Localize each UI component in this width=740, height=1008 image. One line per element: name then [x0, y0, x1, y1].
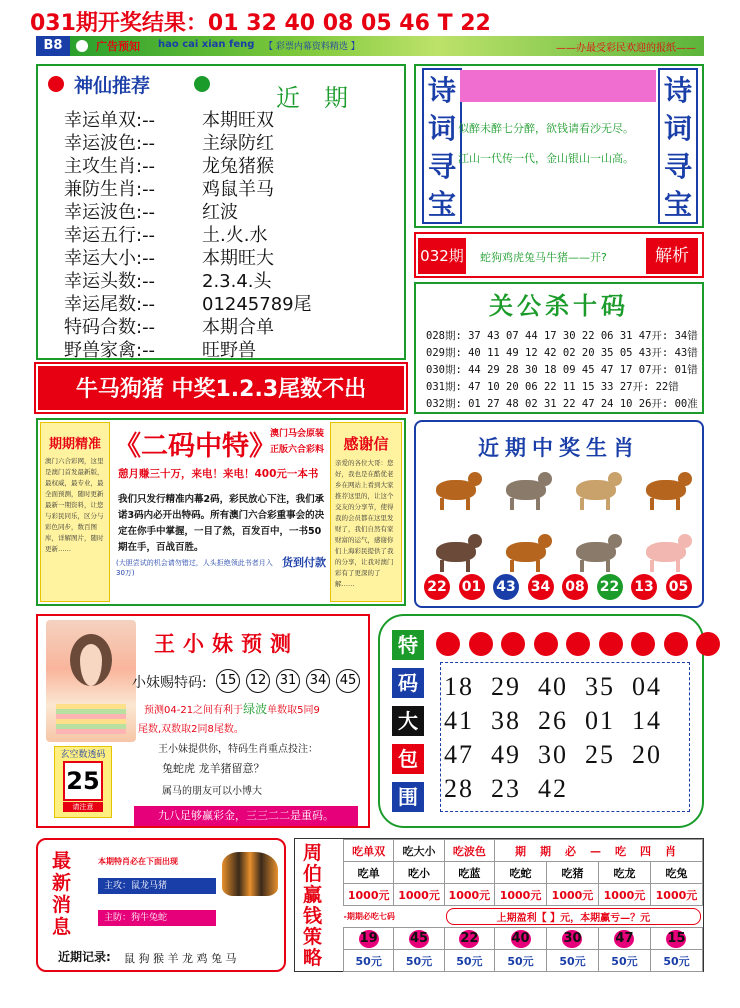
animal-head: [538, 534, 552, 548]
recommend-key: 幸运大小:--: [64, 248, 156, 269]
green-dot: [194, 76, 210, 92]
girl-photo: [46, 620, 136, 742]
header-char: 吃: [615, 844, 633, 858]
recommend-key: 特码合数:--: [64, 317, 156, 338]
table-row: [344, 928, 703, 950]
recommend-value: 2.3.4.头: [202, 271, 272, 292]
news-title-char: 消: [52, 894, 72, 916]
center-ad-title: 《二码中特》: [114, 431, 276, 462]
poem-right-column: [658, 68, 698, 224]
teji-side-char: 包: [392, 744, 424, 774]
table-cell: 吃单: [344, 862, 394, 884]
guangong-title: 关公杀十码: [489, 292, 629, 320]
recommend-value: 鸡鼠羊马: [202, 179, 274, 200]
strategy-side-char: 略: [303, 947, 323, 969]
table-cell: [598, 928, 650, 950]
left-ad-title: 期期精准: [48, 437, 101, 452]
red-dot: [631, 632, 655, 656]
red-dot: [566, 632, 590, 656]
pink-banner: [460, 70, 656, 102]
recommend-key: 主攻生肖:--: [64, 156, 156, 177]
poem-line-1: 似醉未醉七分醉，欲钱请看沙无尽。: [458, 122, 634, 135]
wangxiaomei-panel: [36, 614, 370, 828]
header-char: 四: [640, 844, 658, 858]
zodiac-animal: [500, 530, 554, 574]
zodiac-animal: [430, 530, 484, 574]
strategy-side-char: 策: [303, 926, 323, 948]
teji-side-char: 码: [392, 668, 424, 698]
poem-char: 词: [427, 112, 456, 145]
news-panel: [36, 838, 286, 972]
red-dot: [599, 632, 623, 656]
predict-line-4: 兔蛇虎 龙羊猪留意？: [162, 762, 265, 775]
table-cell: [344, 928, 394, 950]
teji-number-row: 28 23 42: [444, 774, 568, 803]
table-cell: [495, 928, 547, 950]
xuankong-box: [54, 746, 112, 818]
wang-footer: 九八足够赢彩金，三三二二是重码。: [134, 806, 358, 826]
animal-leg: [510, 498, 514, 510]
table-cell: 1000元: [444, 884, 494, 906]
header-slogan: ——办最受彩民欢迎的报纸——: [556, 43, 696, 54]
issue-zodiac: 蛇狗鸡虎兔马牛猪——开?: [480, 251, 607, 264]
animal-leg: [676, 498, 680, 510]
gift-number: 34: [306, 669, 330, 693]
result-title: 031期开奖结果：01 32 40 08 05 46 T 22: [30, 11, 491, 36]
poem-char: 寻: [427, 150, 456, 183]
animal-leg: [466, 498, 470, 510]
zodiac-animal: [430, 468, 484, 512]
center-ad-hotline: 憩月赚三十万，来电！来电！400元一本书: [118, 468, 319, 480]
recommend-key: 幸运波色:--: [64, 133, 156, 154]
strategy-side-title: [303, 843, 329, 969]
winning-zodiac-panel: [414, 420, 704, 608]
header-pinyin: hao cai xian feng: [158, 39, 255, 50]
right-ad-text: 亲爱的各位大哥：您好，我也是在酷优老乡在网站上看到大家推荐这里的，让这个交友的分享节，使得我的会员都在这里发财了，我们自然有家财富的运气，感谢你们上海彩民提供了我的分享，让我对澳门彩有了更深的了解……: [335, 459, 394, 588]
news-title: [52, 850, 76, 938]
animal-leg: [536, 560, 540, 572]
right-ad-title: 感谢信: [343, 435, 389, 453]
kill-row: 031期: 47 10 20 06 22 11 15 33 27开: 22错: [426, 381, 679, 393]
news-title-char: 最: [52, 850, 72, 872]
news-title-char: 新: [52, 872, 72, 894]
animal-leg: [606, 498, 610, 510]
table-cell: 吃猪: [547, 862, 599, 884]
table-row: [344, 906, 703, 928]
teji-panel: [378, 614, 704, 828]
table-header-cell: [495, 840, 703, 862]
recommend-key: 兼防生肖:--: [64, 179, 156, 200]
table-cell: 50元: [650, 950, 702, 972]
table-cell: 50元: [547, 950, 599, 972]
pick-number: 45: [409, 930, 429, 946]
pick-number: 30: [563, 930, 582, 946]
header-char: 肖: [665, 844, 683, 858]
table-cell: 吃小: [394, 862, 444, 884]
table-cell: 吃蓝: [444, 862, 494, 884]
xuankong-sub: 请注意: [63, 802, 103, 812]
recommend-value: 01245789尾: [202, 294, 312, 315]
left-ad: [40, 422, 110, 602]
poem-panel: [414, 64, 704, 228]
attack-bar: 主攻：鼠龙马猪: [98, 878, 216, 894]
predict-line-2: 尾数,双数取2同8尾数。: [138, 724, 244, 735]
gift-label: 小妹赐特码:: [132, 675, 207, 691]
recommend-key: 幸运头数:--: [64, 271, 156, 292]
recommend-value: 本期合单: [202, 317, 274, 338]
animal-head: [608, 534, 622, 548]
issue-panel: [414, 232, 704, 278]
red-dot: [534, 632, 558, 656]
kill-row: 032期: 01 27 48 02 31 22 47 24 10 26开: 00准: [426, 398, 698, 410]
table-cell: 50元: [444, 950, 494, 972]
red-dot: [696, 632, 720, 656]
recent-record-label: 近期记录:: [58, 950, 111, 964]
teji-number-row: 18 29 40 35 04: [444, 672, 662, 701]
zodiac-animal: [570, 530, 624, 574]
tiger-image: [222, 852, 278, 896]
recommend-value: 龙兔猪猴: [202, 156, 274, 177]
gift-number: 12: [246, 669, 270, 693]
shirt-stripes: [56, 704, 126, 734]
kill-row: 029期: 40 11 49 12 42 02 20 35 05 43开: 43错: [426, 347, 698, 359]
page-badge: B8: [36, 36, 70, 56]
animal-leg: [536, 498, 540, 510]
zodiac-animal: [640, 468, 694, 512]
center-ad-foot: (大胆尝试的机会请勿错过，人头拒绝领此书者月入30万): [116, 559, 273, 577]
header-char: 必: [565, 844, 583, 858]
recommend-key: 幸运五行:--: [64, 225, 156, 246]
animal-leg: [676, 560, 680, 572]
table-cell: 1000元: [650, 884, 702, 906]
kill-row: 030期: 44 29 28 30 18 09 45 47 17 07开: 01错: [426, 364, 698, 376]
strategy-side-char: 周: [303, 842, 323, 864]
center-ad-body: 我们只发行精准内幕2码，彩民放心下注，我们承诺3码内必开出特码。所有澳门六合彩重事会的决定在你手中掌握，一目了然，百发百中，一书50期在手，百战百胜。: [118, 494, 325, 553]
table-cell: 50元: [344, 950, 394, 972]
poem-char: 词: [663, 112, 692, 145]
recommend-value: 旺野兽: [202, 340, 256, 361]
poem-line-2: 江山一代传一代，金山银山一山高。: [458, 152, 634, 165]
kill-row: 028期: 37 43 07 44 17 30 22 06 31 47开: 34错: [426, 330, 698, 342]
poem-char: 宝: [663, 188, 692, 221]
teji-side-char: 围: [392, 782, 424, 812]
red-dot: [436, 632, 460, 656]
face-shape: [70, 634, 112, 686]
guangong-panel: [414, 282, 704, 414]
xuankong-number: 25: [63, 761, 103, 801]
gift-number: 15: [216, 669, 240, 693]
profit-note: 上期盈利【 】元，本期赢亏—？元: [446, 908, 700, 925]
predict-line-3: 王小妹提供你，特码生肖重点投注：: [158, 744, 318, 755]
pick-number: 22: [460, 930, 479, 946]
header-subtitle: 【 彩票内幕资料精选 】: [264, 42, 360, 52]
table-cell: [650, 928, 702, 950]
zodiac-animal: [570, 468, 624, 512]
animal-head: [468, 472, 482, 486]
result-ball: 01: [459, 574, 485, 600]
news-head: 本期特肖必在下面出现: [98, 857, 178, 866]
table-cell: 吃蛇: [495, 862, 547, 884]
table-header-cell: 吃波色: [444, 840, 494, 862]
animal-head: [468, 534, 482, 548]
teji-number-row: 41 38 26 01 14: [444, 706, 662, 735]
pick-number: 19: [359, 930, 378, 946]
teji-side-char: 大: [392, 706, 424, 736]
result-ball: 08: [562, 574, 588, 600]
animal-leg: [440, 560, 444, 572]
recommend-key: 幸运波色:--: [64, 202, 156, 223]
animal-leg: [466, 560, 470, 572]
table-note: -期期必吃七码: [343, 912, 395, 921]
animal-head: [608, 472, 622, 486]
recommend-key: 幸运尾数:--: [64, 294, 156, 315]
panel-title: 神仙推荐: [74, 75, 151, 97]
gift-number: 45: [336, 669, 360, 693]
table-cell: 1000元: [394, 884, 444, 906]
news-title-char: 息: [52, 916, 72, 938]
result-ball: 13: [631, 574, 657, 600]
animal-leg: [580, 498, 584, 510]
table-cell: 吃龙: [598, 862, 650, 884]
strategy-side-char: 赢: [303, 884, 323, 906]
header-char: 期: [540, 844, 558, 858]
left-ad-text: 澳门六合彩网，这里是澳门首发最新版，最权威，最专业，最全面预测，随时更新最新一期资料，让您与彩民同乐，区分与彩色同步，数百图库，详解图片，随时更新……: [45, 457, 104, 553]
strategy-panel: [294, 838, 704, 972]
poem-char: 寻: [663, 150, 692, 183]
result-ball: 22: [424, 574, 450, 600]
recommend-value: 本期旺大: [202, 248, 274, 269]
recommend-value: 主绿防红: [202, 133, 274, 154]
result-ball: 05: [666, 574, 692, 600]
animal-leg: [650, 560, 654, 572]
table-header-cell: 吃单双: [344, 840, 394, 862]
table-cell: 1000元: [598, 884, 650, 906]
table-row: [344, 862, 703, 884]
zodiac-animal: [500, 468, 554, 512]
animal-leg: [606, 560, 610, 572]
header-char: —: [590, 844, 608, 858]
header-char: 期: [515, 844, 533, 858]
table-row: [344, 840, 703, 862]
poem-left-column: [422, 68, 462, 224]
center-sub-1: 澳门马会原装: [270, 429, 325, 439]
strategy-side-char: 钱: [303, 905, 323, 927]
animal-leg: [440, 498, 444, 510]
header-bar: [36, 36, 704, 56]
recommend-value: 本期旺双: [202, 110, 274, 131]
pick-number: 40: [511, 930, 530, 946]
poem-char: 宝: [427, 188, 456, 221]
header-label: 广告预知: [96, 40, 140, 53]
table-cell: 1000元: [344, 884, 394, 906]
predict-line-5: 属马的朋友可以小博大: [162, 786, 262, 797]
issue-badge: 032期: [418, 238, 466, 274]
table-cell: [394, 928, 444, 950]
center-sub-2: 正版六合彩料: [270, 445, 325, 455]
result-ball: 34: [528, 574, 554, 600]
analysis-button[interactable]: 解析: [646, 238, 698, 274]
strategy-table: [343, 839, 703, 972]
animal-head: [678, 534, 692, 548]
table-cell: 50元: [598, 950, 650, 972]
wang-title: 王小妹预测: [154, 632, 299, 656]
table-cell: 1000元: [547, 884, 599, 906]
teji-side-char: 特: [392, 630, 424, 660]
red-dot: [48, 76, 64, 92]
recommend-key: 幸运单双:--: [64, 110, 156, 131]
pick-number: 47: [615, 930, 634, 946]
promo-banner: 牛马狗猪 中奖1.2.3尾数不出: [36, 364, 406, 412]
cod-label: 货到付款: [282, 556, 326, 569]
ad-panel: [36, 418, 406, 606]
table-row: [344, 950, 703, 972]
recommend-value: 土.火.水: [202, 225, 268, 246]
table-note-cell: [444, 906, 702, 928]
animal-head: [678, 472, 692, 486]
table-header-cell: 吃大小: [394, 840, 444, 862]
animal-leg: [510, 560, 514, 572]
table-cell: 50元: [495, 950, 547, 972]
defend-bar: 主防：狗牛兔蛇: [98, 910, 216, 926]
table-row: [344, 884, 703, 906]
recent-label: 近 期: [276, 84, 348, 112]
recent-record: 鼠 狗 猴 羊 龙 鸡 兔 马: [124, 952, 237, 965]
predict-line-1: 预测04-21之间有利于绿波单数取5同9: [144, 702, 320, 716]
header-dot: [76, 40, 88, 52]
recommend-key: 野兽家禽:--: [64, 340, 156, 361]
result-ball: 22: [597, 574, 623, 600]
table-cell: [547, 928, 599, 950]
table-cell: [444, 928, 494, 950]
zodiac-animal: [640, 530, 694, 574]
gift-number: 31: [276, 669, 300, 693]
animal-leg: [580, 560, 584, 572]
animal-leg: [650, 498, 654, 510]
table-cell: 50元: [394, 950, 444, 972]
recommend-value: 红波: [202, 202, 238, 223]
strategy-side-char: 伯: [303, 863, 323, 885]
table-cell: 1000元: [495, 884, 547, 906]
recommend-row: [64, 336, 256, 362]
teji-number-row: 47 49 30 25 20: [444, 740, 662, 769]
red-dot: [664, 632, 688, 656]
result-ball: 43: [493, 574, 519, 600]
animal-head: [538, 472, 552, 486]
red-dot: [501, 632, 525, 656]
shenxian-panel: [36, 64, 406, 360]
poem-char: 诗: [663, 74, 692, 107]
poem-char: 诗: [427, 74, 456, 107]
pick-number: 15: [667, 930, 686, 946]
xuankong-label: 玄空数透码: [60, 750, 106, 760]
zodiac-title: 近期中奖生肖: [478, 436, 640, 460]
right-ad: [330, 422, 402, 602]
table-cell: 吃兔: [650, 862, 702, 884]
red-dot: [469, 632, 493, 656]
